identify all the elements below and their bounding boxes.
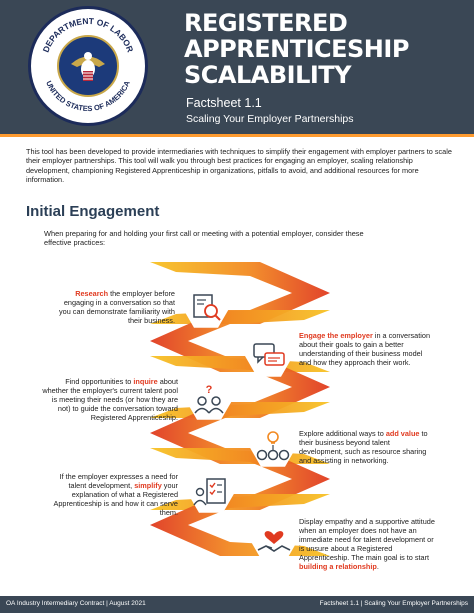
practice-engage-highlight: Engage the employer	[299, 331, 373, 340]
chat-bubbles-icon	[249, 336, 289, 376]
practice-inquire-text: about whether the employer's current talent pool is meeting their needs (or how they are not) to guide the conversation toward Registered Apprenticeship.	[42, 377, 178, 423]
footer-right: Factsheet 1.1 | Scaling Your Employer Partnerships	[319, 600, 468, 607]
handshake-heart-icon	[254, 520, 294, 560]
section-heading: Initial Engagement	[26, 203, 160, 220]
practice-simplify-highlight: simplify	[134, 481, 162, 491]
factsheet-label: Factsheet 1.1	[186, 96, 262, 110]
practice-simplify-text: your explanation of what a Registered Apprenticeship is and how it can serve them.	[53, 481, 178, 518]
search-document-icon	[186, 287, 226, 327]
practice-inquire-highlight: inquire	[133, 377, 158, 386]
question-people-icon	[189, 379, 229, 419]
section-lead: When preparing for and holding your first call or meeting with a potential employer, consider these effective practices:	[44, 229, 364, 248]
practice-inquire-pre: Find opportunities to	[65, 377, 134, 386]
footer-bar	[0, 596, 474, 613]
title-line-2: APPRENTICESHIP	[184, 35, 409, 63]
practice-inquire	[40, 377, 178, 422]
practice-research-text: the employer before engaging in a conversation so that you can demonstrate familiarity with their business.	[59, 289, 175, 326]
footer-left: OA Industry Intermediary Contract | August 2021	[6, 600, 146, 607]
practice-add-value	[299, 429, 435, 465]
intro-paragraph: This tool has been developed to provide intermediaries with techniques to simplify their engagement with employer partners to scale their employer partnerships. This tool will walk you through best practices for engaging an employer, scaling relationship development, championing Registered Apprenticeship in organizations, pitfalls to avoid, and additional resources for more information.	[26, 147, 452, 184]
practice-relationship-highlight: building a relationship	[299, 562, 377, 572]
practice-relationship-text: .	[376, 562, 379, 572]
practice-engage	[299, 331, 431, 367]
seal-text-bottom: UNITED STATES OF AMERICA	[44, 79, 132, 114]
gears-lightbulb-icon	[253, 426, 293, 466]
practice-engage-text: in a conversation about their goals to gain a better understanding of their business model and how they approach their work.	[299, 331, 431, 368]
practice-relationship	[299, 517, 439, 572]
checklist-person-icon	[191, 472, 231, 512]
subtitle: Scaling Your Employer Partnerships	[186, 113, 354, 125]
svg-text:?: ?	[205, 384, 213, 396]
practice-relationship-pre: Display empathy and a supportive attitude when an employer does not have an immediate need for talent development or is unsure about a Registered Apprenticeship. The main goal is to start	[299, 517, 435, 563]
practice-simplify	[50, 472, 178, 517]
practice-simplify-pre: If the employer expresses a need for talent development,	[59, 472, 178, 491]
title-line-1: REGISTERED	[184, 9, 348, 37]
practice-add-value-pre: Explore additional ways to	[299, 429, 386, 438]
title-line-3: SCALABILITY	[184, 61, 352, 89]
practice-add-value-highlight: add value	[385, 429, 420, 438]
practice-research	[56, 289, 175, 325]
practice-research-highlight: Research	[75, 289, 109, 298]
seal-text-top: DEPARTMENT OF LABOR	[40, 15, 136, 54]
practice-add-value-text: to their business beyond talent development, such as resource sharing and assisting in networking.	[299, 429, 428, 466]
